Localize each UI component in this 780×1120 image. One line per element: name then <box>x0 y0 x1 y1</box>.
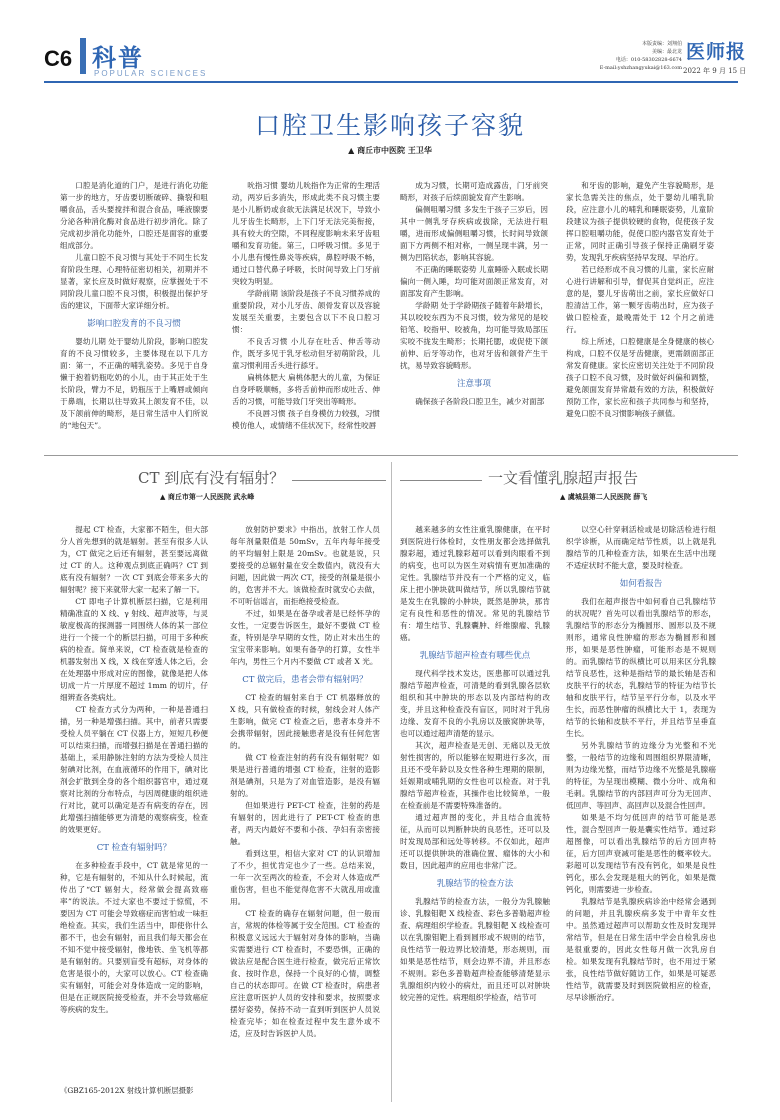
section-subtitle: POPULAR SCIENCES <box>94 69 208 78</box>
article1-column-1 <box>60 180 208 450</box>
article3-column-1 <box>400 524 550 1104</box>
subheading: CT 检查有辐射吗？ <box>96 843 172 853</box>
paragraph: 成为习惯，长期可造成露齿，门牙前突畸形，对孩子后续面貌发育产生影响。 <box>400 181 548 202</box>
section-marker <box>80 38 86 74</box>
article3-author: ▲ 虞城县第二人民医院 薛飞 <box>560 492 648 501</box>
paragraph: 乳腺结节是乳腺疾病诊治中经常会遇到的问题，并且乳腺疾病多发于中青年女性中。虽然通过超声可以帮助女性及时发现异常结节，但是在日常生活中学会自检乳房也是很重要的，因此女性每月做一次乳房自检。如果发现有乳腺结节时，也不用过于紧张，良性结节做好随访工作，如果是可疑恶性结节，就需要及时到医院做相应的检查，尽早诊断治疗。 <box>566 897 716 1002</box>
paragraph: 口腔是消化道的门户，是进行消化功能第一步的地方，牙齿要切断破碎、撕裂和咀嚼食品，舌头要搅拌和混合食品，唾液腺要分泌各种消化酶对食品进行初步消化。除了完成初步消化功能外，口腔还是面容的重要组成部分。 <box>60 181 208 250</box>
paragraph: 不良舌习惯 小儿存在吐舌、伸舌等动作，既牙多见于乳牙松动但牙初萌阶段，儿童习惯利用舌头进行舔牙。 <box>232 337 380 370</box>
paragraph: 通过超声图的变化，并且结合血流特征，从而可以判断肿块的良恶性，还可以及时发现局部和远处等转移。不仅如此，超声还可以提供肿块的准确位置、瘤体的大小和数目，因此超声的应用也非常广泛。 <box>400 813 550 870</box>
subheading: 如何看报告 <box>619 579 663 589</box>
paragraph: 在多种检查手段中，CT 就是常见的一种，它是有辐射的，不知从什么时候起，流传出了“CT 辐射大，经常做会提高致癌率”的说法。不过大家也不要过于惊慌，不要因为 CT 可能会导致癌症而害怕或一味拒绝检查。其实，我们生活当中，即使你什么都不干，也会有辐射，而且我们每天都会在不知不觉中接受辐射，像地铁、坐飞机等都是有辐射的。只要别盲受有超标，对身体的危害是很小的，大家可以放心。CT 检查确实有辐射，可能会对身体造成一定的影响，但是在正规医院接受检查，并不会导致癌症等疾病的发生。 <box>60 861 208 1014</box>
paragraph: 学龄期 处于学龄期孩子随着年龄增长，其以咬咬东西为不良习惯，较为常见的是咬铅笔、咬指甲、咬被角，均可能导致局部压实咬不拢发生畸形；长期托腮，或促使下颌前伸、后牙等动作，也对牙齿和颌骨产生干扰，易导致容貌畸形。 <box>400 301 548 370</box>
info-line: 本版责编：刘翔伯 <box>641 41 682 47</box>
paragraph: 但如果进行 PET-CT 检查，注射的药是有辐射的，因此进行了 PET-CT 检查的患者，两天内最好不要和小孩、孕妇有亲密接触。 <box>230 801 380 846</box>
paragraph: 不正确的睡眠姿势 儿童睡卧入眠或长期偏向一侧入睡，均可能对面颌正常发育，对面部发育产生影响。 <box>400 265 548 298</box>
paragraph: 和牙齿的影响，避免产生容貌畸形，是家长急需关注的焦点，处于婴幼儿哺乳阶段，应注意小儿的哺乳和睡眠姿势，儿童阶段建议为孩子提供较硬的食物，促使孩子发挥口腔咀嚼功能，促使口腔内器官发育处于正常，同时正确引导孩子保持正确刷牙姿势，发现乳牙疾病坚持早发现、早治疗。 <box>566 181 714 262</box>
paragraph: 乳腺结节的检查方法，一般分为乳腺触诊、乳腺钼靶 X 线检查、彩色多普勒超声检查、病理组织学检查。乳腺钼靶 X 线检查可以在乳腺钼靶上看到圆形或不规则的结节，良性结节一般边界比较清楚，形态规则，而如果是恶性结节，则会边界不清，并且形态不规则。彩色多普勒超声检查能够清楚显示乳腺组织内较小的病灶，而且还可以对肿块较完善的定性。病理组织学检查，结节可 <box>400 897 550 1002</box>
paragraph: 综上所述，口腔健康是全身健康的核心构成，口腔不仅是牙齿健康，更需颌面部正常发育健康。家长应密切关注处于不同阶段孩子口腔不良习惯，及时做好纠偏和调整，避免颌面发育异常最有效的方法，积极做好预防工作，家长应和孩子共同参与和坚持，避免口腔不良习惯影响孩子颜值。 <box>566 337 714 418</box>
paragraph: 现代科学技术发达，医患都可以通过乳腺结节超声检查，可清楚的看到乳腺各层软组织和其中肿块的形态以及内部结构的改变，并且这种检查没有盲区，同时对于乳房边缘、发育不良的小乳房以及腋窝肿块等，也可以通过超声清楚的显示。 <box>400 669 550 738</box>
paragraph: 不过，如果是在备孕或者是已经怀孕的女性，一定要告诉医生，最好不要做 CT 检查，特别是孕早期的女性，防止对未出生的宝宝带来影响。如果有备孕的打算，女性半年内，男性三个月内不要做 CT 或者 X 光。 <box>230 609 380 666</box>
vertical-divider <box>391 462 392 1102</box>
issue-date: 2022 年 9 月 15 日 <box>683 67 747 75</box>
paragraph: 我们在超声报告中如何看自己乳腺结节的状况呢？首先可以看出乳腺结节的形态，乳腺结节的形态分为椭圆形、圆形以及不规则形，通常良性肿瘤的形态为椭圆形和圆形，如果是恶性肿瘤，可能形态是不规则的。而乳腺结节的纵横比可以用来区分乳腺结节良恶性，这种是指结节的最长轴是否和皮肤平行的状态，乳腺结节的特征为结节长轴和皮肤平行，结节呈平行分布，以及水平生长，而恶性肿瘤的纵横比大于 1，表现为结节的长轴和皮肤不平行，并且结节呈垂直生长。 <box>566 597 716 738</box>
paragraph: 以空心针穿刺活检或是切除活检进行组织学诊断，从而确定结节性质，以上就是乳腺结节的几种检查方法，如果在生活中出现不适症状时不能大意，要及时检查。 <box>566 525 716 570</box>
paragraph: 另外乳腺结节的边缘分为光整和不光整，一般结节的边缘和周围组织界限清晰，则为边缘光整，而结节边缘不光整是乳腺癌的特征，为呈现出模糊、微小分叶、成角和毛刺。乳腺结节的内部回声可分为无回声、低回声、等回声、高回声以及混合性回声。 <box>566 741 716 810</box>
paragraph: 不良唇习惯 孩子自身模仿力较强，习惯模仿他人，或情绪不佳状况下，经常性咬唇 <box>232 409 380 430</box>
article2-column-1 <box>60 524 208 1084</box>
article3-column-2 <box>566 524 716 1104</box>
paragraph: 婴幼儿期 处于婴幼儿阶段，影响口腔发育的不良习惯较多，主要体现在以下几方面：第一，不正确的哺乳姿势。多见于自身懒于抱着奶瓶吃奶的小儿，由于其正处于生长阶段，臂力不足，奶瓶压于上嘴唇或倾向于鼻端，长期以往导致其上颌发育不佳，以及下颌前伸的畸形，是日常生活中人们所说的“地包天”。 <box>60 337 208 430</box>
page-number: C6 <box>44 46 73 71</box>
article2-title: CT 到底有没有辐射？ <box>138 469 285 487</box>
info-line: E-mail:yshzhangyukai@163.com <box>599 65 682 71</box>
article1-column-4 <box>566 180 714 450</box>
paragraph: 其次，超声检查是无创、无痛以及无放射性损害的，所以能够在短期进行多次，而且还不受年龄以及女性各种生理期的限制，妊娠期或哺乳期的女性也可以检查。对于乳腺结节超声检查，其操作也比较简单，一般在检查前是不需要特殊准备的。 <box>400 741 550 810</box>
article2-column-2 <box>230 524 380 1104</box>
subheading: 乳腺结节的检查方法 <box>436 879 514 889</box>
header-rule <box>44 81 738 83</box>
paragraph: 吮指习惯 婴幼儿吮指作为正常的生理活动，两岁后多消失，形成此类不良习惯主要是小儿断奶或食欲无法满足状况下，导致小儿牙齿生长畸形，上下门牙无法完美衔接，具有较大的空隙，不同程度影响未来牙齿咀嚼和发育功能。第三，口呼吸习惯。多见于小儿患有慢性鼻炎等疾病，鼻腔呼吸不畅，通过口替代鼻子呼吸，长时间导致上门牙前突较为明显。 <box>232 181 380 286</box>
title-rule <box>292 480 386 481</box>
article1-column-3 <box>400 180 548 450</box>
paragraph: 若已经形成不良习惯的儿童，家长应耐心进行讲解和引导，督促其自觉纠正，应注意的是，婴儿牙齿萌出之前，家长应做好口腔清洁工作，第一颗牙齿萌出时，应为孩子做口腔检查，最晚需处于 12 个月之前进行。 <box>566 265 714 334</box>
info-line: 美编：最北龙 <box>651 49 682 55</box>
section-divider <box>44 455 738 456</box>
paragraph: 看到这里，相信大家对 CT 的认识增加了不少，担忧肯定也少了一些。总结来说，一年一次至两次的检查，不会对人体造成严重伤害，但也不能觉得危害不大就乱用或滥用。 <box>230 849 380 906</box>
article1-column-2 <box>232 180 380 450</box>
subheading: 乳腺结节超声检查有哪些优点 <box>419 651 531 661</box>
info-line: 电话：010-58302828-6674 <box>615 57 682 63</box>
paragraph: 如果是不均匀低回声的结节可能是恶性，混合型回声一般是囊实性结节。通过彩超图像，可以看出乳腺结节的后方回声特征，后方回声衰减可能是恶性的概率较大。彩超可以发现结节有没有钙化，如果是良性钙化，那么会发现是粗大的钙化，如果是微钙化，则需要进一步检查。 <box>566 813 716 894</box>
title-rule <box>400 480 482 481</box>
paragraph: 偏侧咀嚼习惯 多发生于孩子三岁后，因其中一侧乳牙存疾病或拔除，无法进行咀嚼，进而形成偏侧咀嚼习惯，长时间导致颌面下方两侧不相对称，一侧呈现丰满，另一侧为凹陷状态，影响其容貌。 <box>400 205 548 262</box>
paragraph: 做 CT 检查注射的药有没有辐射呢？如果是进行普通的增强 CT 检查，注射的造影剂是碘剂，只是为了对血管造影，是没有辐射的。 <box>230 753 380 798</box>
footnote: 《GBZ165-2012X 射线计算机断层摄影 <box>60 1086 194 1095</box>
subheading: 影响口腔发育的不良习惯 <box>87 319 181 329</box>
paragraph: 确保孩子各阶段口腔卫生，减少对面部 <box>415 397 545 406</box>
newspaper-logo: 医师报 <box>686 41 747 63</box>
article1-title: 口腔卫生影响孩子容貌 <box>254 111 525 140</box>
paragraph: 提起 CT 检查，大家都不陌生，但大部分人首先想到的就是辐射。甚至有很多人认为，CT 做完之后还有辐射，甚至要远离做过 CT 的人。这种观点到底正确吗？CT 到底有没有辐射？一次 CT 到底会带来多大的辐射呢？接下来就带大家一起来了解一下。 <box>60 525 208 594</box>
paragraph: 扁桃体肥大 扁桃体肥大的儿童，为保证自身呼吸顺畅，多将舌前伸而形成吐舌、伸舌的习惯，可能导致门牙突出等畸形。 <box>232 373 380 406</box>
paragraph: 越来越多的女性注重乳腺健康，在平时到医院进行体检时，女性朋友都会选择做乳腺彩超，通过乳腺彩超可以看到肉眼看不到的病变，也可以为医生对病情有更加准确的定性。乳腺结节并没有一个严格的定义，临床上把小肿块就叫做结节，所以乳腺结节就是发生在乳腺的小肿块，既然是肿块，那肯定有良性和恶性的情况。常见的乳腺结节有：增生结节、乳腺囊肿、纤维腺瘤、乳腺癌。 <box>400 525 550 642</box>
subheading: CT 做完后，患者会带有辐射吗？ <box>242 675 368 685</box>
article2-author: ▲ 商丘市第一人民医院 武永峰 <box>160 492 255 501</box>
editor-info <box>592 40 682 72</box>
paragraph: CT 检查的辐射来自于 CT 机器释放的 X 线，只有做检查的时候，射线会对人体产生影响，做完 CT 检查之后，患者本身并不会携带辐射，因此接触患者是没有任何危害的。 <box>230 693 380 750</box>
article3-title: 一文看懂乳腺超声报告 <box>488 469 639 487</box>
paragraph: 儿童口腔不良习惯与其处于不同生长发育阶段生理、心理特征密切相关，初期并不显著，家长应及时做好观察，应掌握处于不同阶段儿童口腔不良习惯，积极提出保护牙齿的建议，下面带大家详细分析。 <box>60 253 208 310</box>
section-title: 科普 <box>92 43 144 72</box>
paragraph: CT 检查的确存在辐射问题，但一般而言，常规的体检等属于安全范围。CT 检查的积极意义远远大于辐射对身体的影响，当确实需要进行 CT 检查时，不要恐惧，正确的做法应是配合医生进行检查，做完后正常饮食、按时作息，保持一个良好的心情，调整自己的状态即可。在做 CT 检查时，病患者应注意听医护人员的安排和要求，按照要求摆好姿势，保持不动一直到听到医护人员说检查完毕；如在检查过程中发生意外或不适，应及时告诉医护人员。 <box>230 909 380 1038</box>
paragraph: CT 即电子计算机断层扫描，它是利用精确准直的 X 线、γ 射线、超声波等，与灵敏度极高的探测器一同围绕人体的某一部位进行一个接一个的断层扫描，可用于多种疾病的检查。简单来说，CT 检查就是检查的机器发射出 X 线，X 线在穿透人体之后，会在处理器中形成对应的图像，就像是把人体切成一片一片厚度不超过 1mm 的切片，仔细辨查各类病灶。 <box>60 597 208 702</box>
paragraph: 放射防护要求》中指出，放射工作人员每年剂量限值是 50mSv，五年内每年接受的平均辐射上限是 20mSv。也就是说，只要接受的总辐射量在安全数值内，就没有大问题，因此做一两次 CT，接受的剂量是很小的，危害并不大。该做检查时就安心去做，不可听信谣言，而拒绝接受检查。 <box>230 525 380 606</box>
paragraph: 学龄前期 该阶段是孩子不良习惯养成的重要阶段，对小儿牙齿、颌骨发育以及容貌发展至关重要，主要包含以下不良口腔习惯： <box>232 289 380 334</box>
paragraph: CT 检查方式分为两种，一种是普通扫描，另一种是增强扫描。其中，前者只需要受检人员平躺在 CT 仪器上方，短短几秒便可以结束扫描，而增强扫描是在普通扫描的基础上，采用静脉注射的方法为受检人员注射碘对比剂，在血液循环的作用下，碘对比剂会扩散到全身的各个组织器官中，通过观察对比剂的分布特点，与因周健康的组织进行对比，就可以确定是否有病变的存在，因此增强扫描能够更为清楚的观察病变，检查的效果更好。 <box>60 705 208 834</box>
subheading: 注意事项 <box>456 379 491 389</box>
article1-author: ▲ 商丘市中医院 王卫华 <box>348 145 432 155</box>
